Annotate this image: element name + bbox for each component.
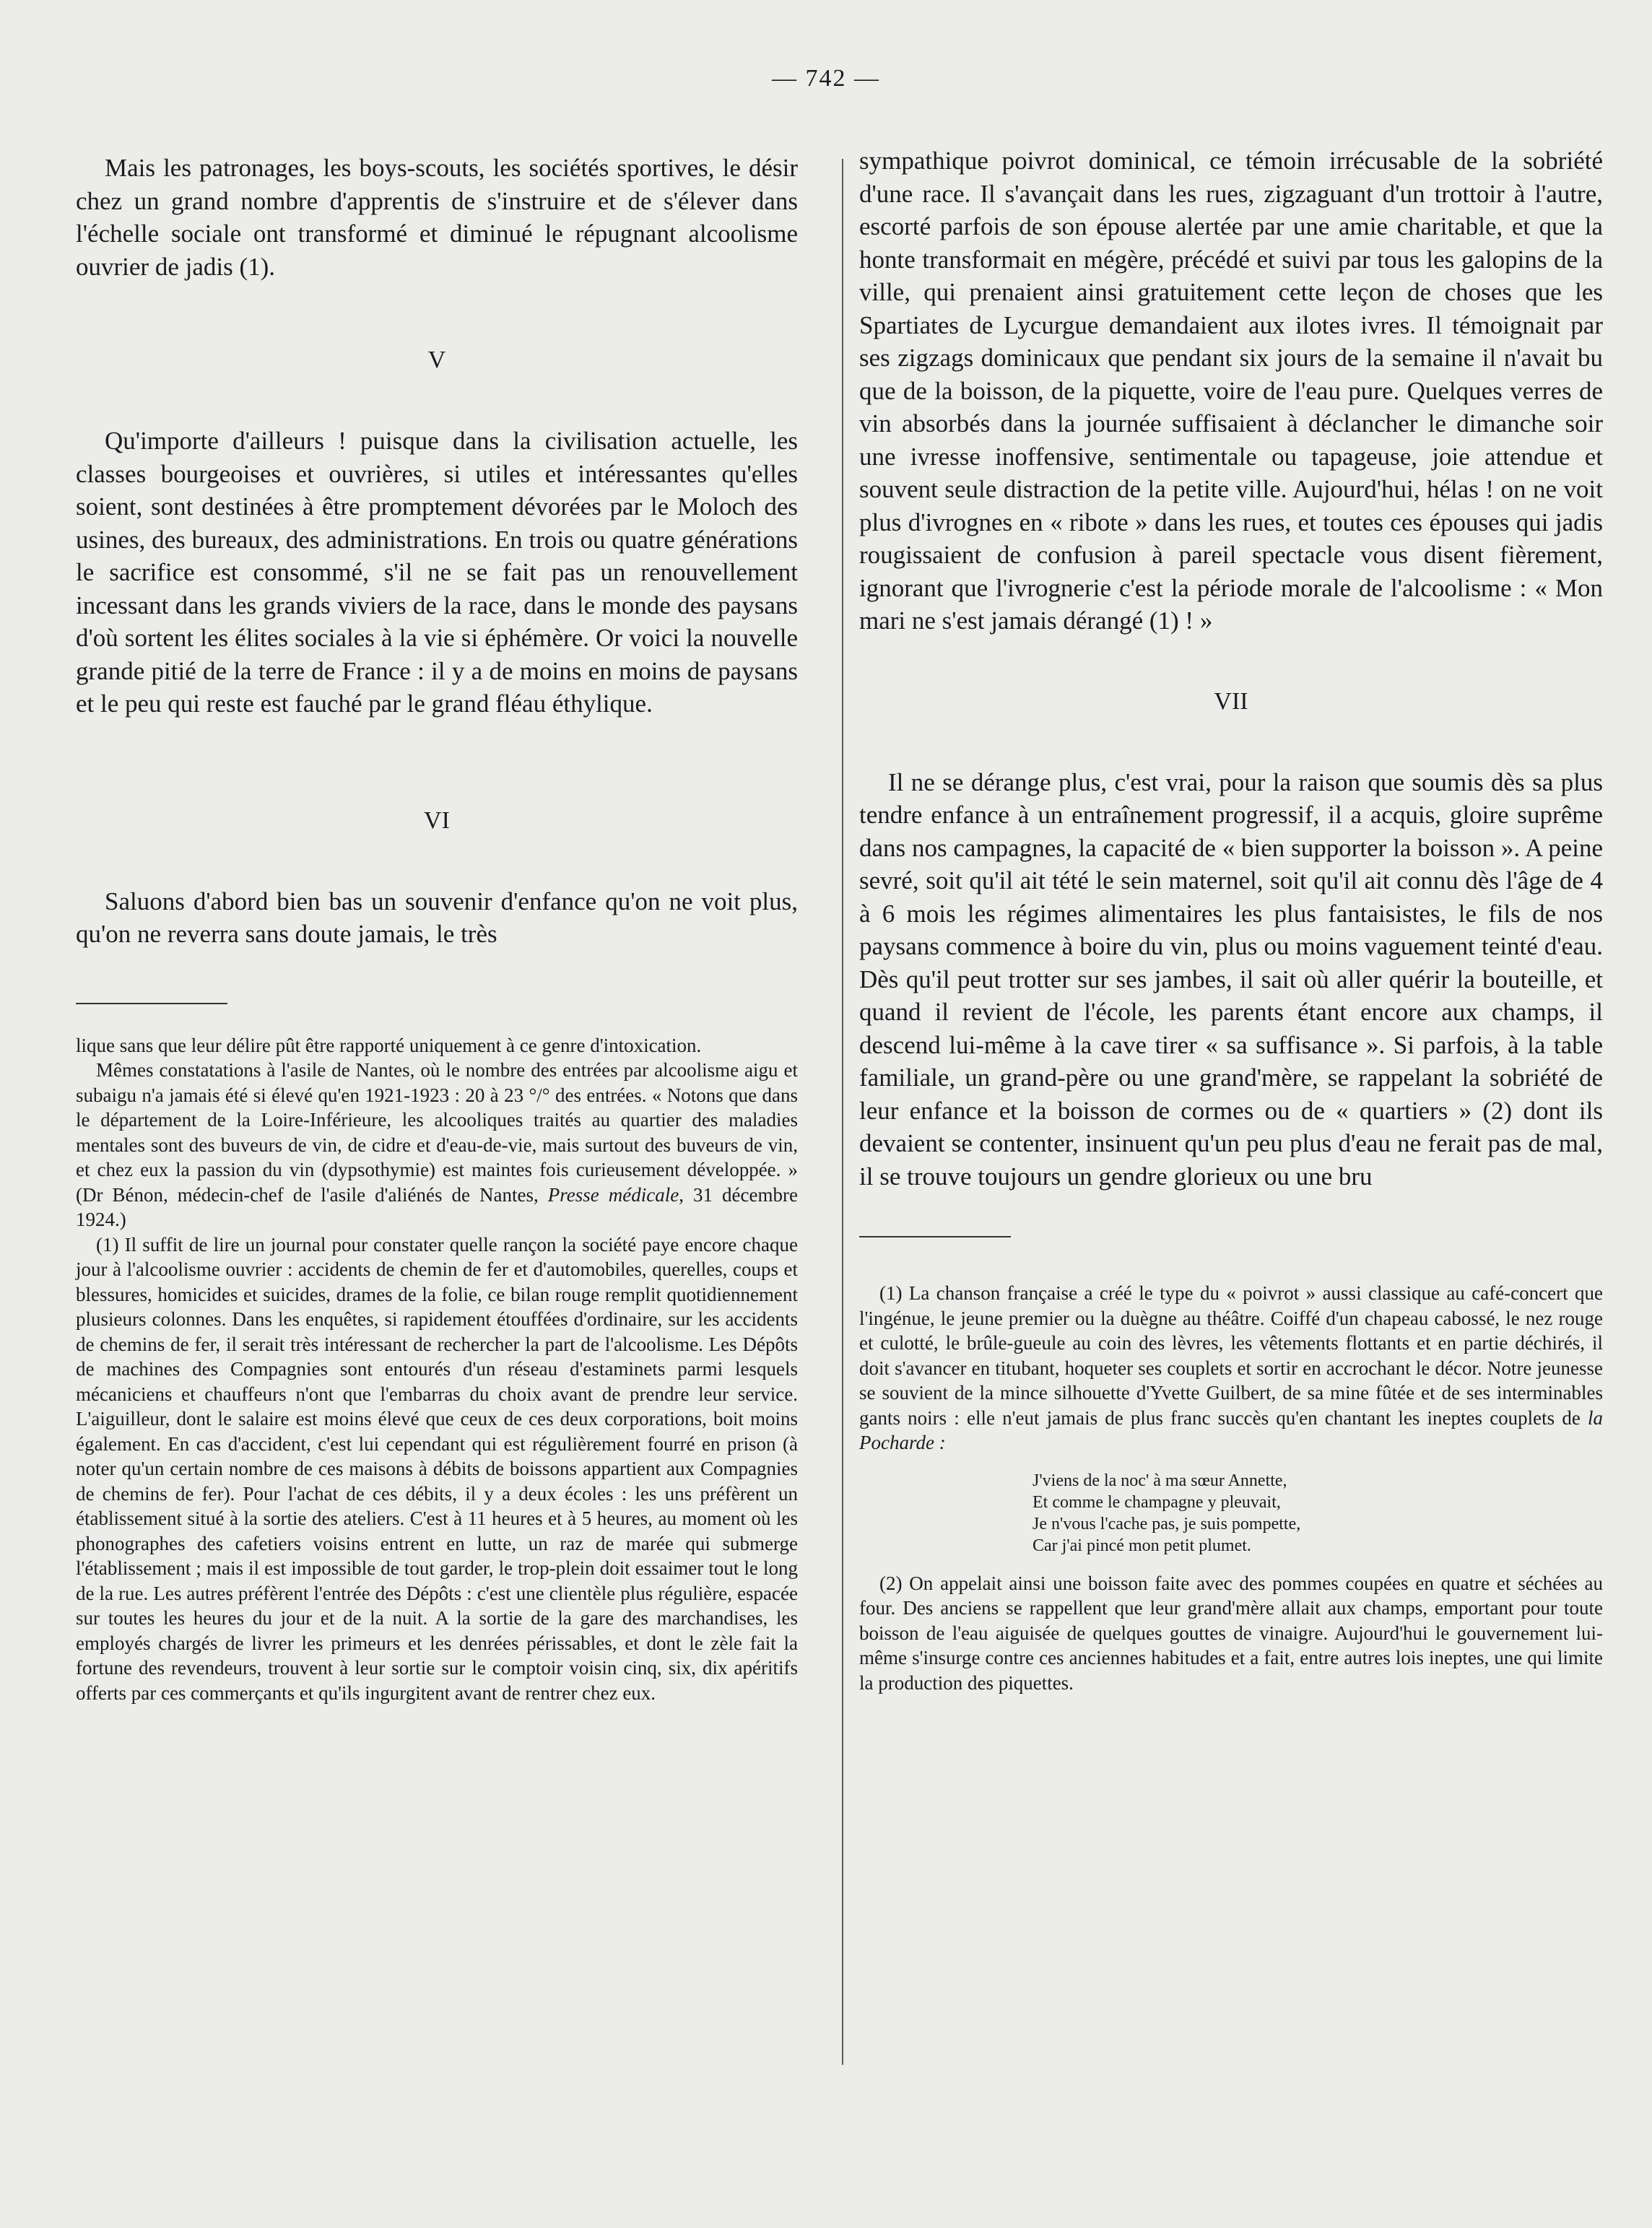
left-column <box>76 144 798 1705</box>
footnote-nantes-journal: Presse médicale <box>547 1183 679 1206</box>
footnote-2-right: (2) On appelait ainsi une boisson faite avec des pommes coupées en quatre et séchées au four. Des anciens se rappellent que leur grand'mère allait aux champs, emportant pour toute boisson de l'eau aiguisée de quelques gouttes de vinaigre. Aujourd'hui le gouvernement lui-même s'insurge contre ces anciennes habitudes et a fait, entre autres lois ineptes, une qui limite la production des piquettes. <box>859 1572 1603 1694</box>
verse-line: Je n'vous l'cache pas, je suis pompette, <box>1032 1514 1301 1533</box>
page-number: — 742 — <box>772 65 880 92</box>
verse-line: J'viens de la noc' à ma sœur Annette, <box>1032 1471 1287 1490</box>
right-paragraph-2: Il ne se dérange plus, c'est vrai, pour la raison que soumis dès sa plus tendre enfance à un entraînement progressif, il a acquis, gloire suprême dans nos campagnes, la capacité de « bien supporter la boisson ». A peine sevré, soit qu'il ait tété le sein maternel, soit qu'il ait connu dès l'âge de 4 à 6 mois les régimes alimentaires les plus fantaisistes, le fils de nos paysans commence à boire du vin, plus ou moins vaguement teinté d'eau. Dès qu'il peut trotter sur ses jambes, il sait où aller quérir la bouteille, et quand il revient de l'école, les parents étant encore aux champs, il descend lui-même à la cave tirer « sa suffisance ». Si parfois, à la table familiale, un grand-père ou une grand'mère, se rappelant la sobriété de leur enfance et la boisson de cormes ou de « quartiers » (2) dont ils devaient se contenter, insinuent qu'un peu plus d'eau ne ferait pas de mal, il se trouve toujours un gendre glorieux ou une bru <box>859 767 1603 1191</box>
footnote-1-right <box>859 1281 1603 1455</box>
footnote-1-left: (1) Il suffit de lire un journal pour constater quelle rançon la société paye encore chaque jour à l'alcoolisme ouvrier : accidents de chemin de fer et d'automobiles, querelles, coups et blessures, homicides et suicides, drames de la folie, ce bilan rouge remplit quotidiennement plusieurs colonnes. Dans les enquêtes, si rapidement étouffées d'ordinaire, sur les accidents de chemins de fer, il serait très intéressant de rechercher la part de l'alcoolisme. Les Dépôts de machines des Compagnies sont entourés d'un réseau d'estaminets parmi lesquels mécaniciens et chauffeurs n'ont que l'embarras du choix avant de prendre leur service. L'aiguilleur, dont le salaire est moins élevé que ceux de ces deux corporations, boit moins également. En cas d'accident, c'est lui cependant qui est régulièrement fourré en prison (à noter qu'un certain nombre de ces maisons à débits de boissons appartient aux Compagnies de chemins de fer). Pour l'achat de ces débits, il y a deux écoles : les uns préfèrent un établissement situé à la sortie des ateliers. C'est à 11 heures et à 5 heures, au moment où les phonographes des cafetiers voisins entrent en lutte, un raz de marée qui submerge l'établissement ; mais il est impossible de tout garder, le trop-plein doit essaimer tout le long de la rue. Les autres préfèrent l'entrée des Dépôts : c'est une clientèle plus régulière, espacée sur toutes les heures du jour et de la nuit. A la sortie de la gare des marchandises, les employés chargés de livrer les primeurs et les denrées périssables, et dont le zèle fait la fortune des revendeurs, trouvent à leur sortie sur le comptoir voisin cinq, six, dix apéritifs offerts par ces commerçants et qu'ils ingurgitent avant de rentrer chez eux. <box>76 1233 798 1704</box>
section-heading-vii: VII <box>1214 687 1248 715</box>
right-paragraph-1: sympathique poivrot dominical, ce témoin irrécusable de la sobriété d'une race. Il s'avançait dans les rues, zigzaguant d'un trottoir à l'autre, escorté parfois de son épouse alertée par une amie charitable, et que la honte transformait en mégère, précédé et suivi par tous les galopins de la ville, qui prenaient ainsi gratuitement cette leçon de choses que les Spartiates de Lycurgue demandaient aux ilotes ivres. Il témoignait par ses zigzags dominicaux que pendant six jours de la semaine il n'avait bu que de la boisson, de la piquette, voire de l'eau pure. Quelques verres de vin absorbés dans la journée suffisaient à déclancher le dimanche soir une ivresse inoffensive, sentimentale ou tapageuse, joie attendue et souvent seule distraction de la petite ville. Aujourd'hui, hélas ! on ne voit plus d'ivrognes en « ribote » dans les rues, et toutes ces épouses qui jadis rougissaient de confusion à pareil spectacle vous disent fièrement, ignorant que l'ivrognerie c'est la période morale de l'alcoolisme : « Mon mari ne s'est jamais dérangé (1) ! » <box>859 147 1603 635</box>
verse-line: Car j'ai pincé mon petit plumet. <box>1032 1536 1251 1555</box>
verse-line: Et comme le champagne y pleuvait, <box>1032 1492 1281 1512</box>
right-column <box>859 144 1603 1695</box>
footnote-rule-right <box>859 1236 1011 1237</box>
left-paragraph-2: Qu'importe d'ailleurs ! puisque dans la civilisation actuelle, les classes bourgeoises et ouvrières, si utiles et intéressantes qu'elles soient, sont destinées à être promptement dévorées par le Moloch des usines, des bureaux, des administrations. En trois ou quatre générations le sacrifice est consommé, s'il ne se fait pas un renouvellement incessant dans les grands viviers de la race, dans le monde des paysans d'où sortent les élites sociales à la vie si éphémère. Or voici la nouvelle grande pitié de la terre de France : il y a de moins en moins de paysans et le peu qui reste est fauché par le grand fléau éthylique. <box>76 427 798 718</box>
footnote-rule-left <box>76 1003 227 1004</box>
left-paragraph-3: Saluons d'abord bien bas un souvenir d'enfance qu'on ne voit plus, qu'on ne reverra sans doute jamais, le très <box>76 887 798 948</box>
song-verse <box>859 1470 1603 1557</box>
section-heading-v: V <box>427 347 446 373</box>
footnote-1-right-song: la Pocharde : <box>859 1406 1603 1453</box>
footnote-1-right-text: (1) La chanson française a créé le type du « poivrot » aussi classique au café-concert que l'ingénue, le jeune premier ou la duègne au théâtre. Coiffé d'un chapeau cabossé, le nez rouge et culotté, le brûle-gueule au coin des lèvres, les vêtements flottants et en partie déchirés, il doit s'avancer en titubant, hoqueter ses couplets et sortir en accrochant le décor. Notre jeunesse se souvient de la mince silhouette d'Yvette Guilbert, de sa mine fûtée et de ses interminables gants noirs : elle n'eut jamais de plus franc succès qu'en chantant les ineptes couplets de <box>859 1282 1603 1429</box>
footnote-nantes-date: , 31 décembre 1924.) <box>76 1183 798 1230</box>
section-heading-vi: VI <box>424 806 450 834</box>
footnote-continuation: lique sans que leur délire pût être rapporté uniquement à ce genre d'intoxication. <box>76 1034 702 1056</box>
footnote-nantes <box>76 1058 798 1232</box>
footnote-nantes-text: Mêmes constatations à l'asile de Nantes, où le nombre des entrées par alcoolisme aigu et subaigu n'a jamais été si élevé qu'en 1921-1923 : 20 à 23 °/° des entrées. « Notons que dans le département de la Loire-Inférieure, les alcooliques traités au quartier des maladies mentales sont des buveurs de vin, de cidre et d'eau-de-vie, mais surtout des buveurs de vin, et chez eux la passion du vin (dypsothymie) est maintes fois curieusement développée. » (Dr Bénon, médecin-chef de l'asile d'aliénés de Nantes, <box>76 1059 798 1206</box>
left-paragraph-1: Mais les patronages, les boys-scouts, les sociétés sportives, le désir chez un grand nombre d'apprentis de s'instruire et de s'élever dans l'échelle sociale ont transformé et diminué le répugnant alcoolisme ouvrier de jadis (1). <box>76 154 798 281</box>
column-divider <box>842 159 843 2065</box>
